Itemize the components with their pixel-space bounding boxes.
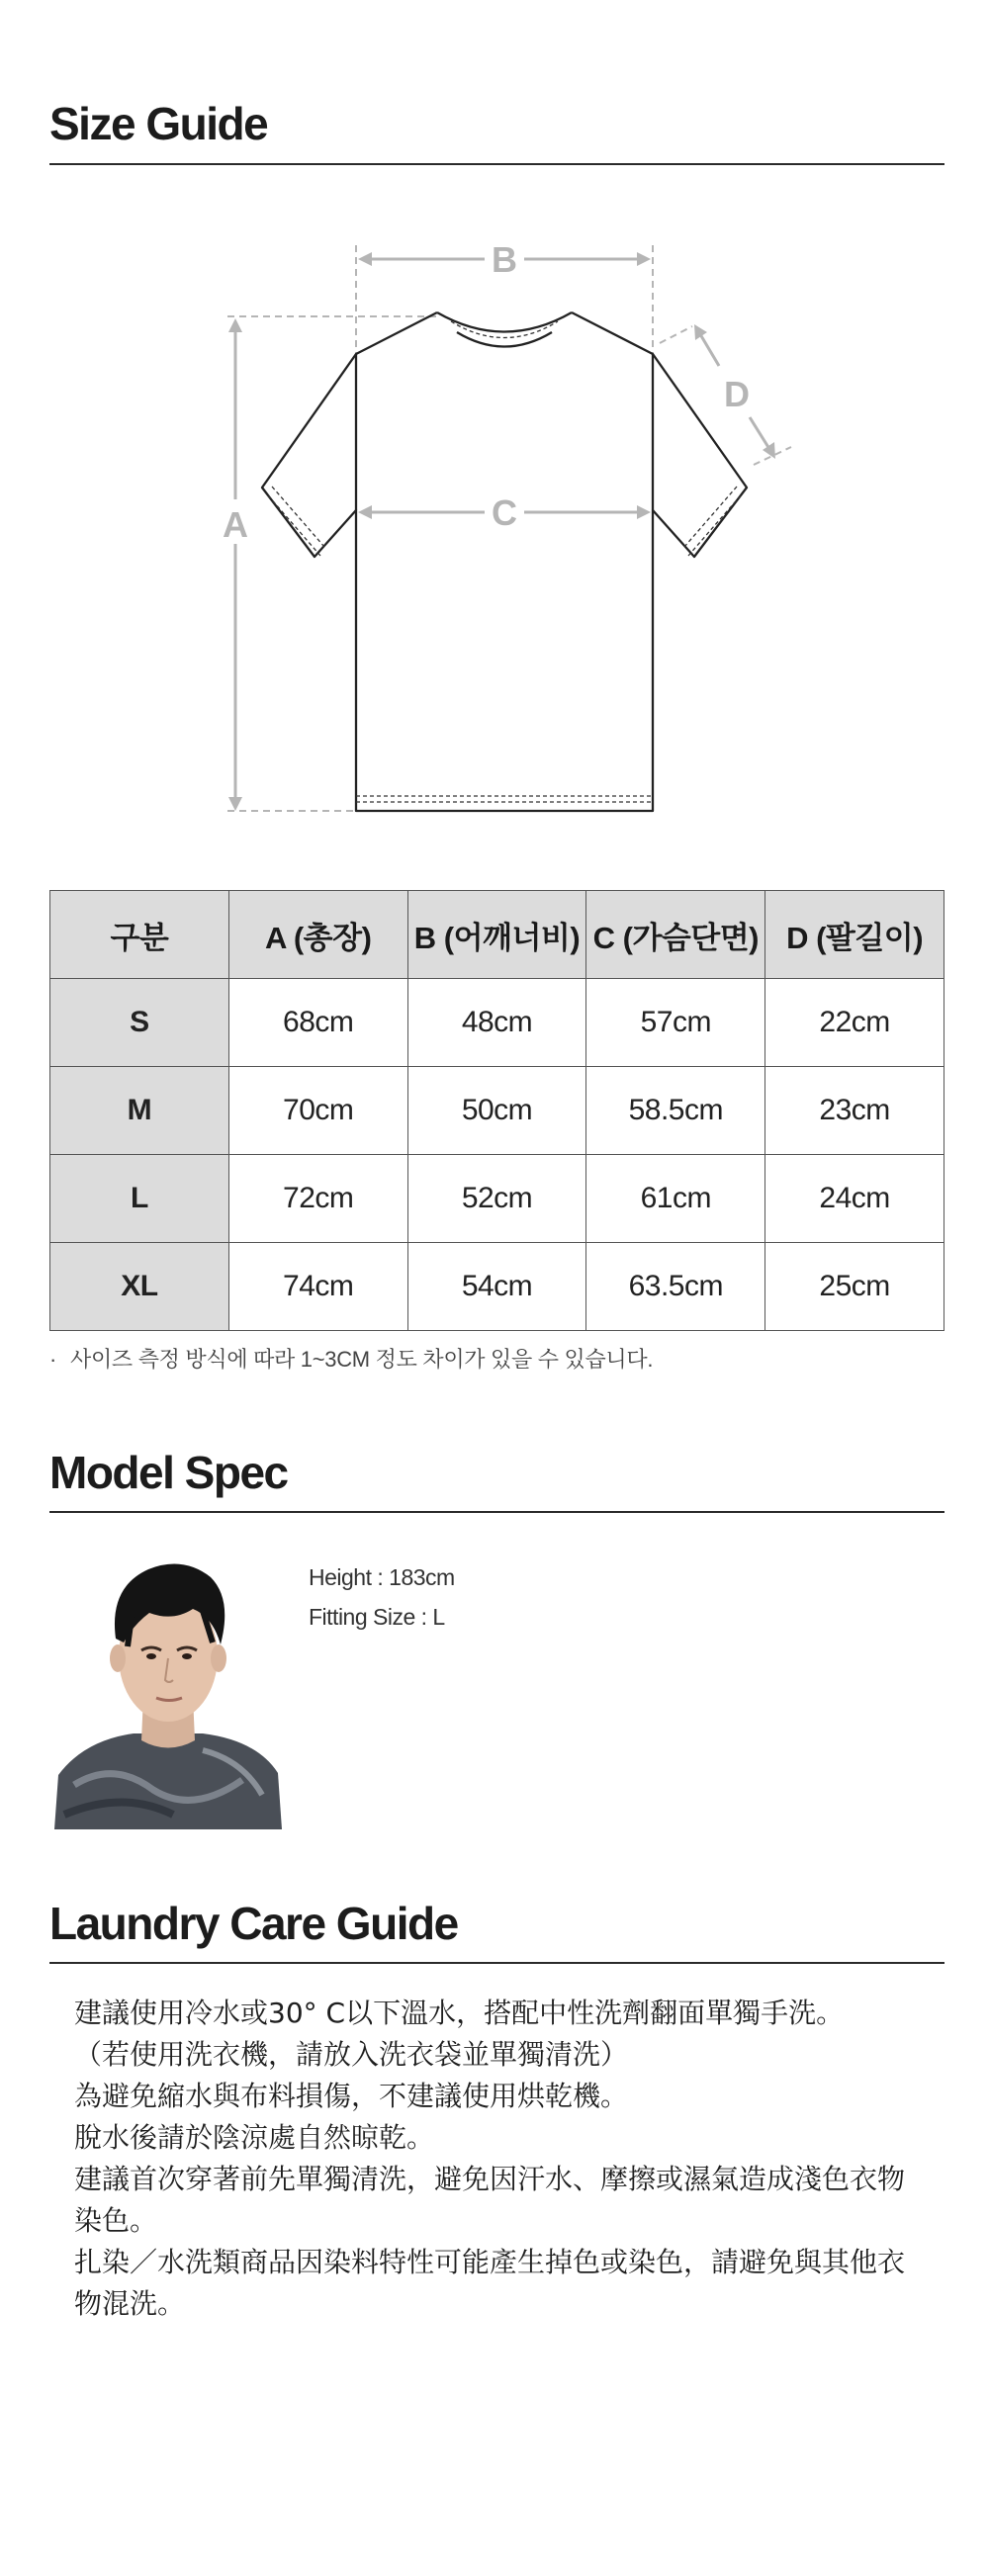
table-cell: 63.5cm	[586, 1243, 765, 1331]
header-sleeve: D (팔길이)	[765, 891, 944, 979]
model-spec-title: Model Spec	[49, 1447, 288, 1498]
size-table-header-row	[50, 891, 944, 979]
table-row	[50, 1243, 944, 1331]
care-line: 物混洗。	[74, 2287, 186, 2320]
size-cell: M	[50, 1067, 229, 1155]
label-c: C	[492, 492, 517, 533]
model-height: Height : 183cm	[309, 1564, 455, 1590]
care-line: 建議使用冷水或30° C以下溫水，搭配中性洗劑翻面單獨手洗。	[74, 1997, 845, 2029]
header-shoulder: B (어깨너비)	[407, 891, 586, 979]
table-cell: 72cm	[228, 1155, 407, 1243]
table-cell: 68cm	[228, 979, 407, 1067]
label-b: B	[492, 239, 517, 280]
care-line: 扎染／水洗類商品因染料特性可能產生掉色或染色，請避免與其他衣	[74, 2246, 906, 2278]
laundry-care-text	[74, 1993, 925, 2325]
laundry-care-title: Laundry Care Guide	[49, 1898, 458, 1949]
table-row	[50, 1067, 944, 1155]
size-guide-title: Size Guide	[49, 98, 268, 149]
note-text: 사이즈 측정 방식에 따라 1~3CM 정도 차이가 있을 수 있습니다.	[70, 1347, 654, 1372]
model-fitting-size: Fitting Size : L	[309, 1604, 445, 1630]
header-division: 구분	[50, 891, 229, 979]
header-chest: C (가슴단면)	[586, 891, 765, 979]
header-length: A (총장)	[228, 891, 407, 979]
table-cell: 54cm	[407, 1243, 586, 1331]
table-cell: 58.5cm	[586, 1067, 765, 1155]
table-cell: 57cm	[586, 979, 765, 1067]
note-bullet: ·	[49, 1347, 57, 1372]
table-cell: 74cm	[228, 1243, 407, 1331]
care-line: 為避免縮水與布料損傷，不建議使用烘乾機。	[74, 2080, 629, 2112]
table-cell: 22cm	[765, 979, 944, 1067]
size-guide-divider	[49, 163, 944, 165]
size-cell: S	[50, 979, 229, 1067]
care-line: 建議首次穿著前先單獨清洗，避免因汗水、摩擦或濕氣造成淺色衣物	[74, 2163, 906, 2195]
tshirt-measurement-diagram	[198, 227, 811, 831]
table-row	[50, 1155, 944, 1243]
table-cell: 48cm	[407, 979, 586, 1067]
size-table	[49, 890, 944, 1331]
size-note	[49, 1343, 653, 1374]
table-cell: 70cm	[228, 1067, 407, 1155]
table-cell: 23cm	[765, 1067, 944, 1155]
care-line: 脫水後請於陰涼處自然晾乾。	[74, 2121, 435, 2154]
laundry-care-divider	[49, 1962, 944, 1964]
table-cell: 61cm	[586, 1155, 765, 1243]
table-cell: 25cm	[765, 1243, 944, 1331]
table-cell: 24cm	[765, 1155, 944, 1243]
care-line: 染色。	[74, 2204, 158, 2237]
label-d: D	[724, 374, 750, 414]
size-cell: L	[50, 1155, 229, 1243]
model-spec-divider	[49, 1511, 944, 1513]
size-cell: XL	[50, 1243, 229, 1331]
care-line: （若使用洗衣機，請放入洗衣袋並單獨清洗）	[74, 2038, 629, 2071]
table-cell: 50cm	[407, 1067, 586, 1155]
table-row	[50, 979, 944, 1067]
model-photo	[54, 1548, 282, 1829]
label-a: A	[223, 504, 248, 545]
table-cell: 52cm	[407, 1155, 586, 1243]
